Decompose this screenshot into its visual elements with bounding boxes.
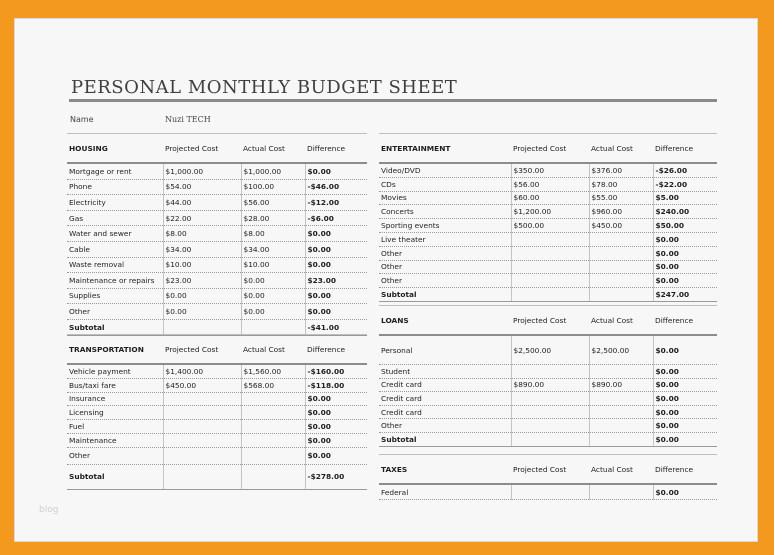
table-row (67, 273, 367, 289)
actual-cost-header: Actual Cost (589, 455, 653, 485)
taxes-table (379, 454, 717, 500)
item-cell[interactable]: Bus/taxi fare (67, 378, 163, 392)
difference-cell[interactable]: $0.00 (653, 246, 717, 260)
item-cell[interactable]: Other (379, 419, 511, 433)
table-row (379, 219, 717, 233)
difference-cell[interactable]: $5.00 (653, 191, 717, 205)
table-row (67, 304, 367, 320)
difference-cell[interactable]: $0.00 (653, 274, 717, 288)
difference-header: Difference (305, 134, 367, 164)
projected-cell[interactable] (511, 365, 589, 379)
item-cell[interactable]: Subtotal (379, 432, 511, 446)
projected-cell[interactable]: $450.00 (163, 378, 241, 392)
projected-cell[interactable] (511, 260, 589, 274)
difference-cell[interactable]: -$160.00 (305, 364, 367, 378)
page-title: PERSONAL MONTHLY BUDGET SHEET (71, 77, 458, 98)
projected-cell[interactable]: $0.00 (163, 304, 241, 320)
difference-header: Difference (305, 335, 367, 365)
difference-cell[interactable]: $0.00 (653, 260, 717, 274)
actual-cell[interactable]: $0.00 (241, 273, 305, 289)
difference-cell[interactable]: $0.00 (653, 419, 717, 433)
difference-cell[interactable]: $0.00 (305, 241, 367, 257)
difference-cell[interactable]: $0.00 (305, 392, 367, 406)
entertainment-table (379, 133, 717, 302)
housing-table (67, 133, 367, 336)
housing-title: HOUSING (67, 134, 163, 164)
actual-cell[interactable] (589, 365, 653, 379)
actual-cell[interactable]: $100.00 (241, 179, 305, 195)
difference-cell[interactable]: $23.00 (305, 273, 367, 289)
actual-cost-header: Actual Cost (241, 335, 305, 365)
projected-cost-header: Projected Cost (511, 455, 589, 485)
table-row (67, 420, 367, 434)
table-row (379, 274, 717, 288)
actual-cost-header: Actual Cost (241, 134, 305, 164)
projected-cell[interactable] (163, 447, 241, 464)
projected-cell[interactable] (163, 319, 241, 335)
item-cell[interactable]: Electricity (67, 195, 163, 211)
watermark: blog (39, 505, 59, 515)
difference-cell[interactable]: $0.00 (653, 392, 717, 406)
item-cell[interactable]: Subtotal (67, 319, 163, 335)
projected-cell[interactable]: $1,200.00 (511, 205, 589, 219)
item-cell[interactable]: Subtotal (67, 464, 163, 489)
item-cell[interactable]: Subtotal (379, 288, 511, 302)
projected-cell[interactable] (511, 405, 589, 419)
item-cell[interactable]: Other (67, 447, 163, 464)
projected-cell[interactable] (163, 420, 241, 434)
item-cell[interactable]: Waste removal (67, 257, 163, 273)
table-row (379, 335, 717, 365)
table-row (379, 365, 717, 379)
actual-cell[interactable] (241, 420, 305, 434)
table-row (379, 177, 717, 191)
projected-cell[interactable] (511, 232, 589, 246)
actual-cell[interactable] (241, 392, 305, 406)
difference-cell[interactable]: -$26.00 (653, 163, 717, 177)
table-row (67, 257, 367, 273)
difference-cell[interactable]: $0.00 (653, 335, 717, 365)
subtotal-row (67, 464, 367, 489)
item-cell[interactable]: Cable (67, 241, 163, 257)
difference-cell[interactable]: -$46.00 (305, 179, 367, 195)
actual-cell[interactable]: $1,560.00 (241, 364, 305, 378)
difference-cell[interactable]: $0.00 (653, 405, 717, 419)
projected-cell[interactable]: $8.00 (163, 226, 241, 242)
item-cell[interactable]: Maintenance (67, 433, 163, 447)
difference-header: Difference (653, 455, 717, 485)
item-cell[interactable]: Mortgage or rent (67, 163, 163, 179)
projected-cell[interactable]: $890.00 (511, 378, 589, 392)
actual-cell[interactable] (589, 432, 653, 446)
actual-cell[interactable] (589, 246, 653, 260)
transportation-table (67, 334, 367, 490)
name-label: Name (70, 115, 94, 124)
actual-cell[interactable] (241, 464, 305, 489)
item-cell[interactable]: Other (67, 304, 163, 320)
difference-cell[interactable]: $0.00 (653, 365, 717, 379)
entertainment-title: ENTERTAINMENT (379, 134, 511, 164)
subtotal-row (379, 432, 717, 446)
transportation-title: TRANSPORTATION (67, 335, 163, 365)
difference-header: Difference (653, 306, 717, 336)
projected-cell[interactable] (511, 432, 589, 446)
difference-header: Difference (653, 134, 717, 164)
projected-cell[interactable] (163, 392, 241, 406)
table-row (379, 232, 717, 246)
difference-cell[interactable]: -$278.00 (305, 464, 367, 489)
projected-cell[interactable]: $1,000.00 (163, 163, 241, 179)
projected-cell[interactable]: $350.00 (511, 163, 589, 177)
table-row (379, 205, 717, 219)
actual-cell[interactable]: $2,500.00 (589, 335, 653, 365)
difference-cell[interactable]: $0.00 (305, 163, 367, 179)
item-cell[interactable]: Federal (379, 484, 511, 500)
table-row (379, 419, 717, 433)
actual-cell[interactable]: $8.00 (241, 226, 305, 242)
actual-cell[interactable] (241, 406, 305, 420)
item-cell[interactable]: Water and sewer (67, 226, 163, 242)
table-row (67, 226, 367, 242)
difference-cell[interactable]: $0.00 (653, 378, 717, 392)
table-row (67, 378, 367, 392)
projected-cell[interactable]: $2,500.00 (511, 335, 589, 365)
item-cell[interactable]: Phone (67, 179, 163, 195)
item-cell[interactable]: Student (379, 365, 511, 379)
actual-cell[interactable]: $56.00 (241, 195, 305, 211)
table-row (67, 392, 367, 406)
item-cell[interactable]: Other (379, 246, 511, 260)
difference-cell[interactable]: $0.00 (653, 484, 717, 500)
actual-cell[interactable]: $1,000.00 (241, 163, 305, 179)
item-cell[interactable]: Vehicle payment (67, 364, 163, 378)
item-cell[interactable]: Video/DVD (379, 163, 511, 177)
difference-cell[interactable]: $0.00 (305, 420, 367, 434)
projected-cell[interactable] (511, 274, 589, 288)
projected-cell[interactable]: $22.00 (163, 210, 241, 226)
projected-cell[interactable]: $34.00 (163, 241, 241, 257)
actual-cost-header: Actual Cost (589, 134, 653, 164)
actual-cell[interactable] (241, 433, 305, 447)
actual-cell[interactable]: $0.00 (241, 288, 305, 304)
actual-cell[interactable] (589, 260, 653, 274)
projected-cell[interactable] (163, 433, 241, 447)
actual-cell[interactable] (241, 447, 305, 464)
difference-cell[interactable]: -$41.00 (305, 319, 367, 335)
projected-cell[interactable] (511, 484, 589, 500)
actual-cell[interactable]: $55.00 (589, 191, 653, 205)
loans-table (379, 305, 717, 447)
table-row (379, 163, 717, 177)
table-row (379, 405, 717, 419)
actual-cell[interactable]: $0.00 (241, 304, 305, 320)
difference-cell[interactable]: $0.00 (305, 447, 367, 464)
difference-cell[interactable]: -$22.00 (653, 177, 717, 191)
subtotal-row (67, 319, 367, 335)
name-value[interactable]: Nuzi TECH (165, 115, 211, 124)
item-cell[interactable]: Concerts (379, 205, 511, 219)
table-row (379, 392, 717, 406)
table-row (379, 484, 717, 500)
subtotal-row (379, 288, 717, 302)
item-cell[interactable]: Credit card (379, 378, 511, 392)
actual-cell[interactable] (589, 274, 653, 288)
actual-cell[interactable]: $78.00 (589, 177, 653, 191)
table-row (67, 179, 367, 195)
projected-cell[interactable] (511, 246, 589, 260)
projected-cell[interactable]: $44.00 (163, 195, 241, 211)
table-row (379, 246, 717, 260)
table-row (379, 378, 717, 392)
actual-cell[interactable] (589, 484, 653, 500)
projected-cell[interactable]: $10.00 (163, 257, 241, 273)
item-cell[interactable]: Credit card (379, 392, 511, 406)
projected-cost-header: Projected Cost (163, 134, 241, 164)
table-row (67, 433, 367, 447)
actual-cell[interactable]: $450.00 (589, 219, 653, 233)
projected-cell[interactable] (163, 464, 241, 489)
projected-cell[interactable] (511, 392, 589, 406)
actual-cell[interactable] (589, 405, 653, 419)
table-row (379, 191, 717, 205)
projected-cell[interactable] (511, 288, 589, 302)
table-row (379, 260, 717, 274)
actual-cell[interactable]: $960.00 (589, 205, 653, 219)
difference-cell[interactable]: $0.00 (305, 226, 367, 242)
projected-cell[interactable]: $0.00 (163, 288, 241, 304)
item-cell[interactable]: Movies (379, 191, 511, 205)
table-row (67, 163, 367, 179)
item-cell[interactable]: Gas (67, 210, 163, 226)
difference-cell[interactable]: $0.00 (305, 257, 367, 273)
item-cell[interactable]: CDs (379, 177, 511, 191)
projected-cell[interactable]: $23.00 (163, 273, 241, 289)
projected-cell[interactable] (163, 406, 241, 420)
actual-cell[interactable] (589, 232, 653, 246)
actual-cell[interactable] (589, 288, 653, 302)
difference-cell[interactable]: -$6.00 (305, 210, 367, 226)
difference-cell[interactable]: $50.00 (653, 219, 717, 233)
difference-cell[interactable]: -$118.00 (305, 378, 367, 392)
difference-cell[interactable]: $240.00 (653, 205, 717, 219)
projected-cost-header: Projected Cost (163, 335, 241, 365)
table-row (67, 210, 367, 226)
projected-cost-header: Projected Cost (511, 306, 589, 336)
table-row (67, 406, 367, 420)
table-row (67, 288, 367, 304)
difference-cell[interactable]: $0.00 (653, 432, 717, 446)
actual-cell[interactable] (241, 319, 305, 335)
table-row (67, 364, 367, 378)
table-row (67, 241, 367, 257)
item-cell[interactable]: Fuel (67, 420, 163, 434)
actual-cell[interactable]: $34.00 (241, 241, 305, 257)
difference-cell[interactable]: -$12.00 (305, 195, 367, 211)
projected-cell[interactable]: $54.00 (163, 179, 241, 195)
item-cell[interactable]: Other (379, 274, 511, 288)
item-cell[interactable]: Licensing (67, 406, 163, 420)
difference-cell[interactable]: $247.00 (653, 288, 717, 302)
difference-cell[interactable]: $0.00 (305, 406, 367, 420)
actual-cost-header: Actual Cost (589, 306, 653, 336)
actual-cell[interactable] (589, 392, 653, 406)
title-divider (69, 99, 717, 102)
difference-cell[interactable]: $0.00 (305, 304, 367, 320)
taxes-title: TAXES (379, 455, 511, 485)
actual-cell[interactable]: $568.00 (241, 378, 305, 392)
actual-cell[interactable]: $890.00 (589, 378, 653, 392)
item-cell[interactable]: Sporting events (379, 219, 511, 233)
actual-cell[interactable]: $376.00 (589, 163, 653, 177)
projected-cell[interactable] (511, 419, 589, 433)
item-cell[interactable]: Supplies (67, 288, 163, 304)
actual-cell[interactable]: $10.00 (241, 257, 305, 273)
projected-cell[interactable]: $1,400.00 (163, 364, 241, 378)
projected-cell[interactable]: $56.00 (511, 177, 589, 191)
actual-cell[interactable]: $28.00 (241, 210, 305, 226)
item-cell[interactable]: Live theater (379, 232, 511, 246)
actual-cell[interactable] (589, 419, 653, 433)
difference-cell[interactable]: $0.00 (653, 232, 717, 246)
projected-cost-header: Projected Cost (511, 134, 589, 164)
item-cell[interactable]: Insurance (67, 392, 163, 406)
item-cell[interactable]: Maintenance or repairs (67, 273, 163, 289)
table-row (67, 447, 367, 464)
loans-title: LOANS (379, 306, 511, 336)
budget-sheet (14, 18, 758, 542)
difference-cell[interactable]: $0.00 (305, 433, 367, 447)
difference-cell[interactable]: $0.00 (305, 288, 367, 304)
table-row (67, 195, 367, 211)
item-cell[interactable]: Credit card (379, 405, 511, 419)
item-cell[interactable]: Personal (379, 335, 511, 365)
projected-cell[interactable]: $60.00 (511, 191, 589, 205)
item-cell[interactable]: Other (379, 260, 511, 274)
projected-cell[interactable]: $500.00 (511, 219, 589, 233)
